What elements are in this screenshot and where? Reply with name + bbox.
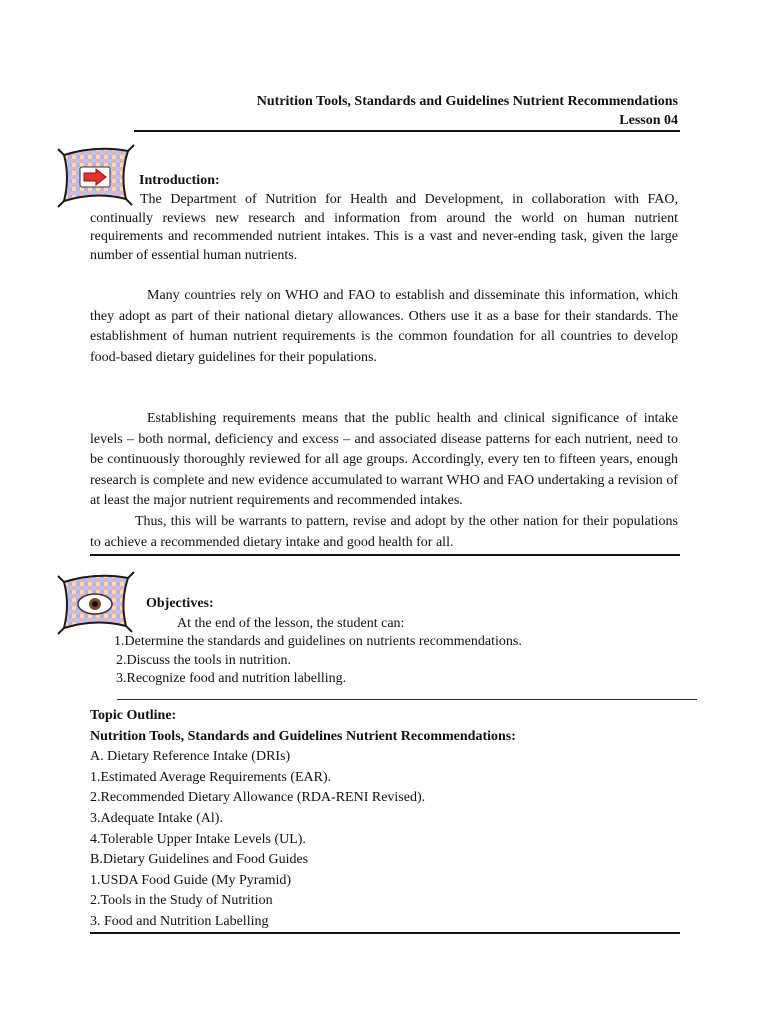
list-item: 1.USDA Food Guide (My Pyramid) — [90, 872, 292, 888]
eye-banner-icon — [56, 570, 136, 636]
objective-item-1: 1.Determine the standards and guidelines on nutrients recommendations. — [114, 634, 522, 649]
topic-outline-heading: Topic Outline: — [90, 708, 177, 723]
introduction-paragraph-2: Many countries rely on WHO and FAO to establish and disseminate this information, which they adopt as part of their national dietary allowances. Others use it as a base for their standards. The establishment of human nutrient requirements is the common foundation for all countries to develop food-based dietary guidelines for their populations. — [90, 288, 678, 365]
objective-item-2: 2.Discuss the tools in nutrition. — [116, 653, 291, 668]
list-item: 4.Tolerable Upper Intake Levels (UL). — [90, 831, 306, 847]
list-item: 3. Food and Nutrition Labelling — [90, 913, 269, 929]
introduction-paragraph-4: Thus, this will be warrants to pattern, revise and adopt by the other nation for their populations to achieve a recommended dietary intake and good health for all. — [90, 514, 678, 550]
topic-outline-subheading: Nutrition Tools, Standards and Guidelines Nutrient Recommendations: — [90, 728, 516, 744]
objectives-heading: Objectives: — [146, 596, 214, 611]
objectives-lead: At the end of the lesson, the student can: — [177, 616, 405, 631]
header-divider — [134, 130, 680, 132]
lesson-number: Lesson 04 — [619, 113, 678, 128]
introduction-paragraph-3: Establishing requirements means that the public health and clinical significance of intake levels – both normal, deficiency and excess – and associated disease patterns for each nutrient, need to be continuously thoroughly reviewed for all age groups. Accordingly, every ten to fifteen years, enough research is complete and new evidence accumulated to warrant WHO and FAO undertaking a revision of at least the major nutrient requirements and recommended intakes. — [90, 411, 678, 508]
page-title: Nutrition Tools, Standards and Guidelines Nutrient Recommendations — [256, 94, 678, 109]
list-item: 2.Recommended Dietary Allowance (RDA-RENI Revised). — [90, 790, 426, 806]
introduction-paragraph-1: The Department of Nutrition for Health and Development, in collaboration with FAO, continually reviews new research and information from around the world on human nutrient requirements and recommended nutrient intakes. This is a vast and never-ending task, given the large number of essential human nutrients. — [90, 192, 678, 263]
list-item: A. Dietary Reference Intake (DRIs) — [90, 749, 291, 765]
list-item: 1.Estimated Average Requirements (EAR). — [90, 769, 332, 785]
objectives-divider — [117, 699, 697, 700]
list-item: 2.Tools in the Study of Nutrition — [90, 893, 273, 909]
objective-item-3: 3.Recognize food and nutrition labelling. — [116, 671, 347, 686]
list-item: 3.Adequate Intake (Al). — [90, 810, 223, 826]
list-item: B.Dietary Guidelines and Food Guides — [90, 852, 309, 868]
topic-outline — [90, 706, 516, 933]
section-divider — [90, 554, 680, 556]
introduction-heading: Introduction: — [139, 173, 220, 188]
footer-divider — [90, 932, 680, 934]
